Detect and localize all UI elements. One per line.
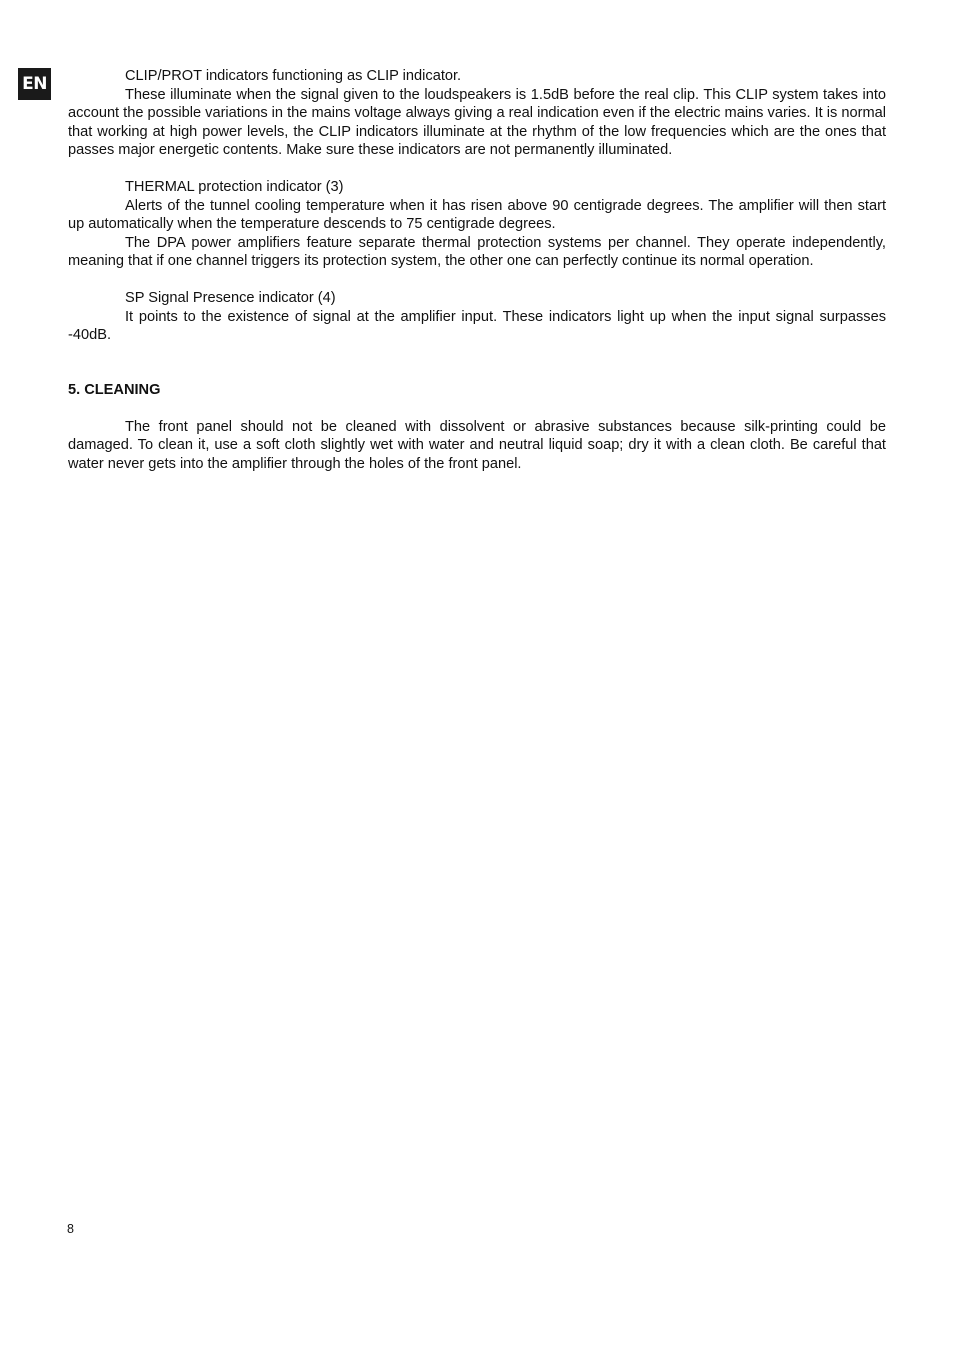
thermal-indicator-title: THERMAL protection indicator (3) (125, 179, 344, 195)
thermal-indicator-paragraph: Alerts of the tunnel cooling temperature when it has risen above 90 centigrade degrees. The amplifier will then start up automatically when the temperature descends to 75 centigrade degrees. (68, 197, 886, 232)
page-number: 8 (67, 1222, 74, 1236)
cleaning-paragraph: The front panel should not be cleaned with dissolvent or abrasive substances because silk-printing could be damaged. To clean it, use a soft cloth slightly wet with water and neutral liquid soap; dry it with a clean cloth. Be careful that water never gets into the amplifier through the holes of the front panel. (68, 418, 886, 472)
spacer (68, 399, 886, 418)
spacer (68, 271, 886, 290)
cleaning-heading: 5. CLEANING (68, 381, 161, 398)
language-badge: EN (18, 68, 51, 100)
spacer (68, 345, 886, 381)
signal-presence-paragraph: It points to the existence of signal at the amplifier input. These indicators light up when the input signal surpasses -40dB. (68, 308, 886, 343)
document-body (68, 67, 886, 473)
thermal-channels-paragraph: The DPA power amplifiers feature separate thermal protection systems per channel. They operate independently, meaning that if one channel triggers its protection system, the other one can perfectly continue its normal operation. (68, 234, 886, 269)
spacer (68, 160, 886, 179)
signal-presence-title: SP Signal Presence indicator (4) (125, 290, 336, 306)
clip-indicator-paragraph: These illuminate when the signal given to the loudspeakers is 1.5dB before the real clip. This CLIP system takes into account the possible variations in the mains voltage always giving a real indication even if the electric mains varies. It is normal that working at high power levels, the CLIP indicators illuminate at the rhythm of the low frequencies which are the ones that passes major energetic contents. Make sure these indicators are not permanently illuminated. (68, 86, 886, 158)
clip-indicator-title: CLIP/PROT indicators functioning as CLIP indicator. (125, 68, 462, 84)
